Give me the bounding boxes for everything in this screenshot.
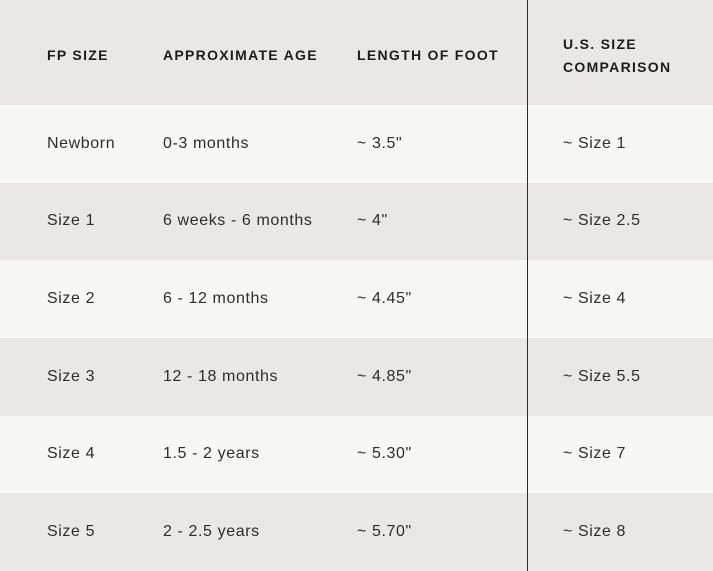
cell-us-size: ~ Size 1 <box>563 134 627 152</box>
column-divider-line <box>527 0 528 571</box>
table-row-size-4 <box>0 416 713 494</box>
cell-approximate-age: 6 weeks - 6 months <box>163 212 313 230</box>
cell-us-size: ~ Size 8 <box>563 523 627 541</box>
cell-length-of-foot: ~ 4.45" <box>357 290 412 308</box>
cell-fp-size: Size 4 <box>47 445 96 463</box>
cell-us-size: ~ Size 4 <box>563 290 627 308</box>
column-header-fp-size: FP SIZE <box>47 47 109 63</box>
table-row-size-1 <box>0 183 713 261</box>
column-header-approximate-age: APPROXIMATE AGE <box>163 47 318 63</box>
table-row-newborn <box>0 105 713 183</box>
cell-approximate-age: 2 - 2.5 years <box>163 523 260 541</box>
table-row-size-2 <box>0 260 713 338</box>
cell-length-of-foot: ~ 4.85" <box>357 367 412 385</box>
cell-us-size: ~ Size 2.5 <box>563 212 641 230</box>
table-header-row <box>0 0 713 105</box>
cell-approximate-age: 1.5 - 2 years <box>163 445 260 463</box>
cell-length-of-foot: ~ 4" <box>357 212 388 230</box>
cell-fp-size: Newborn <box>47 134 116 152</box>
cell-approximate-age: 12 - 18 months <box>163 367 279 385</box>
cell-fp-size: Size 1 <box>47 212 96 230</box>
table-row-size-5 <box>0 493 713 571</box>
cell-length-of-foot: ~ 5.70" <box>357 523 412 541</box>
cell-fp-size: Size 5 <box>47 523 96 541</box>
cell-us-size: ~ Size 5.5 <box>563 367 641 385</box>
table-row-size-3 <box>0 338 713 416</box>
cell-fp-size: Size 3 <box>47 367 96 385</box>
cell-length-of-foot: ~ 5.30" <box>357 445 412 463</box>
cell-fp-size: Size 2 <box>47 290 96 308</box>
cell-approximate-age: 6 - 12 months <box>163 290 269 308</box>
cell-approximate-age: 0-3 months <box>163 134 250 152</box>
column-header-length-of-foot: LENGTH OF FOOT <box>357 47 499 63</box>
column-header-us-size-comparison: U.S. SIZE COMPARISON <box>563 35 672 75</box>
cell-us-size: ~ Size 7 <box>563 445 627 463</box>
cell-length-of-foot: ~ 3.5" <box>357 134 403 152</box>
